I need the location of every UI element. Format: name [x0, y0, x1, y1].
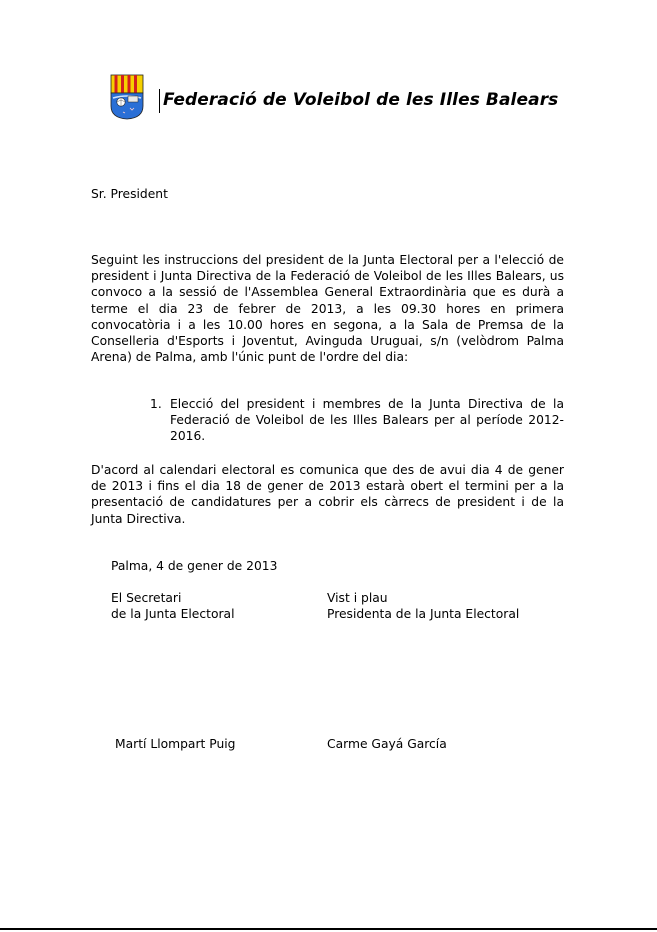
body-paragraph-1: Seguint les instruccions del president de la Junta Electoral per a l'elecció de president i Junta Directiva de la Federació de Voleibol de les Illes Balears, us convoco a la sessió de l'Assemblea General Extraordinària que es durà a terme el dia 23 de febrer de 2013, a les 09.30 hores en primera convocatòria i a les 10.00 hores en segona, a la Sala de Premsa de la Conselleria d'Esports i Joventut, Avinguda Uruguai, s/n (velòdrom Palma Arena) de Palma, amb l'únic punt de l'ordre del dia: [91, 253, 564, 365]
agenda-item-number: 1. [150, 397, 162, 411]
agenda-list [150, 396, 564, 445]
place-and-date: Palma, 4 de gener de 2013 [111, 559, 278, 573]
president-name: Carme Gayá García [327, 737, 447, 751]
header-divider [159, 89, 160, 113]
signature-block-secretary [111, 590, 235, 622]
body-paragraph-2: D'acord al calendari electoral es comunica que des de avui dia 4 de gener de 2013 i fins el dia 18 de gener de 2013 estarà obert el termini per a la presentació de candidatures per a cobrir els càrrecs de president i de la Junta Directiva. [91, 463, 564, 526]
secretary-role: de la Junta Electoral [111, 607, 235, 622]
page-bottom-rule [0, 928, 657, 930]
approval-label: Vist i plau [327, 591, 388, 605]
agenda-item [150, 396, 564, 445]
president-role: Presidenta de la Junta Electoral [327, 607, 520, 622]
organization-name: Federació de Voleibol de les Illes Balears [163, 90, 559, 110]
secretary-name: Martí Llompart Puig [115, 737, 236, 751]
secretary-title: El Secretari [111, 591, 182, 605]
salutation: Sr. President [91, 187, 168, 201]
federation-crest-icon [110, 74, 144, 120]
agenda-item-text: Elecció del president i membres de la Junta Directiva de la Federació de Voleibol de les Illes Balears per al període 2012-2016. [170, 397, 564, 444]
signature-block-president [327, 590, 519, 622]
